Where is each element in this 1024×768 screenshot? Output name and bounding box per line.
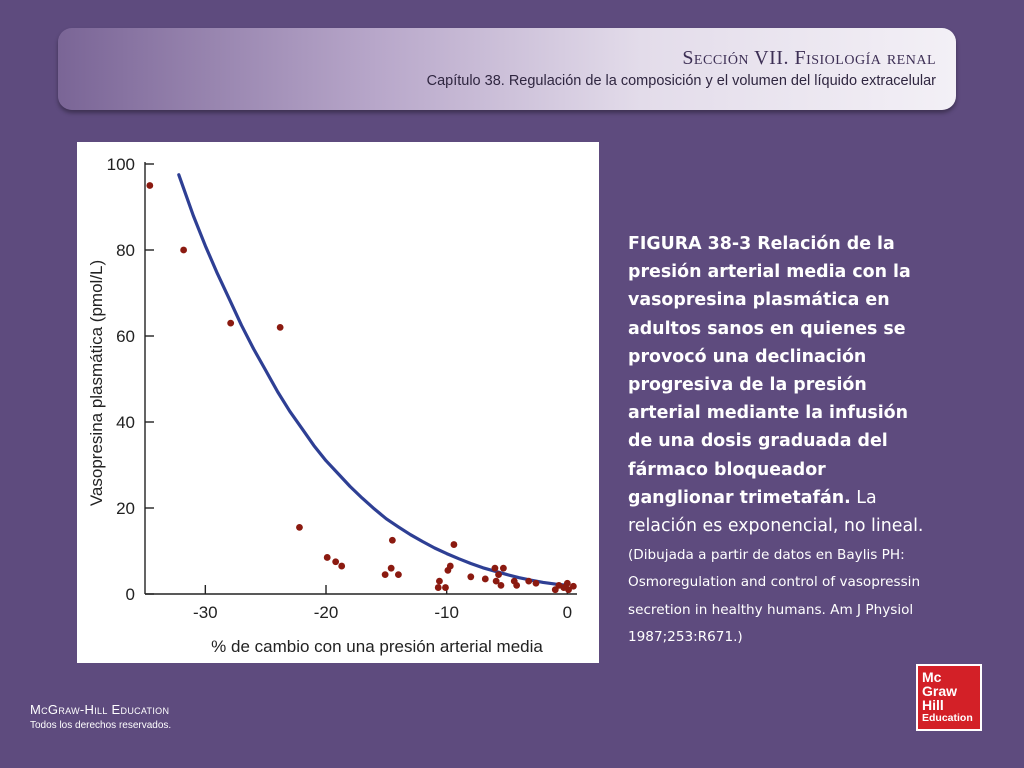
y-tick-label: 60 — [116, 327, 135, 346]
y-tick-label: 0 — [125, 585, 135, 604]
logo-line-3: Hill — [922, 697, 944, 713]
data-point — [382, 571, 389, 578]
x-tick-label: -10 — [434, 603, 459, 622]
data-point — [451, 541, 458, 548]
rights-text: Todos los derechos reservados. — [30, 720, 172, 731]
exponential-fit-curve — [179, 175, 568, 586]
y-tick-label: 80 — [116, 241, 135, 260]
y-axis-label: Vasopresina plasmática (pmol/L) — [87, 259, 106, 507]
data-point — [395, 571, 402, 578]
data-point — [500, 565, 507, 572]
data-point — [533, 580, 540, 587]
section-title: Sección VII. Fisiología renal — [682, 47, 936, 69]
data-point — [442, 584, 449, 591]
figure-caption — [628, 230, 928, 649]
data-point — [227, 320, 234, 327]
data-point — [495, 571, 502, 578]
data-point — [447, 563, 454, 570]
mcgraw-hill-logo — [916, 664, 982, 731]
data-point — [146, 182, 153, 189]
caption-regular: La relación es exponencial, no lineal. — [628, 487, 924, 537]
data-point — [498, 582, 505, 589]
y-tick-label: 100 — [106, 155, 135, 174]
chapter-title: Capítulo 38. Regulación de la composición y el volumen del líquido extracelular — [426, 73, 936, 89]
figure-panel — [77, 142, 599, 663]
footer-brand — [30, 702, 171, 731]
x-tick-label: 0 — [562, 603, 573, 622]
y-tick-label: 40 — [116, 413, 135, 432]
x-tick-label: -30 — [193, 603, 218, 622]
x-tick-label: -20 — [313, 603, 339, 622]
x-axis-label: % de cambio con una presión arterial media — [211, 637, 543, 656]
caption-bold: FIGURA 38-3 Relación de la presión arterial media con la vasopresina plasmática en adultos sanos en quienes se provocó una declinación progresiva de la presión arterial mediante la infusión de una dosis graduada del fármaco bloqueador ganglionar trimetafán. — [628, 234, 911, 508]
data-point — [436, 578, 443, 585]
data-point — [564, 580, 571, 587]
data-point — [492, 565, 499, 572]
data-point — [570, 583, 577, 590]
data-point — [296, 524, 303, 531]
logo-line-2: Graw — [922, 683, 958, 699]
data-point — [277, 324, 284, 331]
y-tick-label: 20 — [116, 499, 135, 518]
data-point — [435, 584, 442, 591]
header-band — [58, 28, 956, 110]
data-point — [180, 247, 187, 254]
vasopressin-scatter-chart — [77, 142, 599, 663]
data-point — [389, 537, 396, 544]
data-point — [324, 554, 331, 561]
data-point — [513, 582, 520, 589]
logo-line-1: Mc — [922, 669, 942, 685]
brand-name: McGraw-Hill Education — [30, 702, 170, 717]
data-point — [467, 573, 474, 580]
data-point — [388, 565, 395, 572]
data-point — [482, 576, 489, 583]
data-point — [332, 558, 339, 565]
caption-source: (Dibujada a partir de datos en Baylis PH: Osmoregulation and control of vasopressin secretion in healthy humans. Am J Physiol 1987;253:R671.) — [628, 547, 921, 645]
data-point — [338, 563, 345, 570]
data-point — [525, 578, 532, 585]
logo-line-4: Education — [922, 712, 973, 724]
